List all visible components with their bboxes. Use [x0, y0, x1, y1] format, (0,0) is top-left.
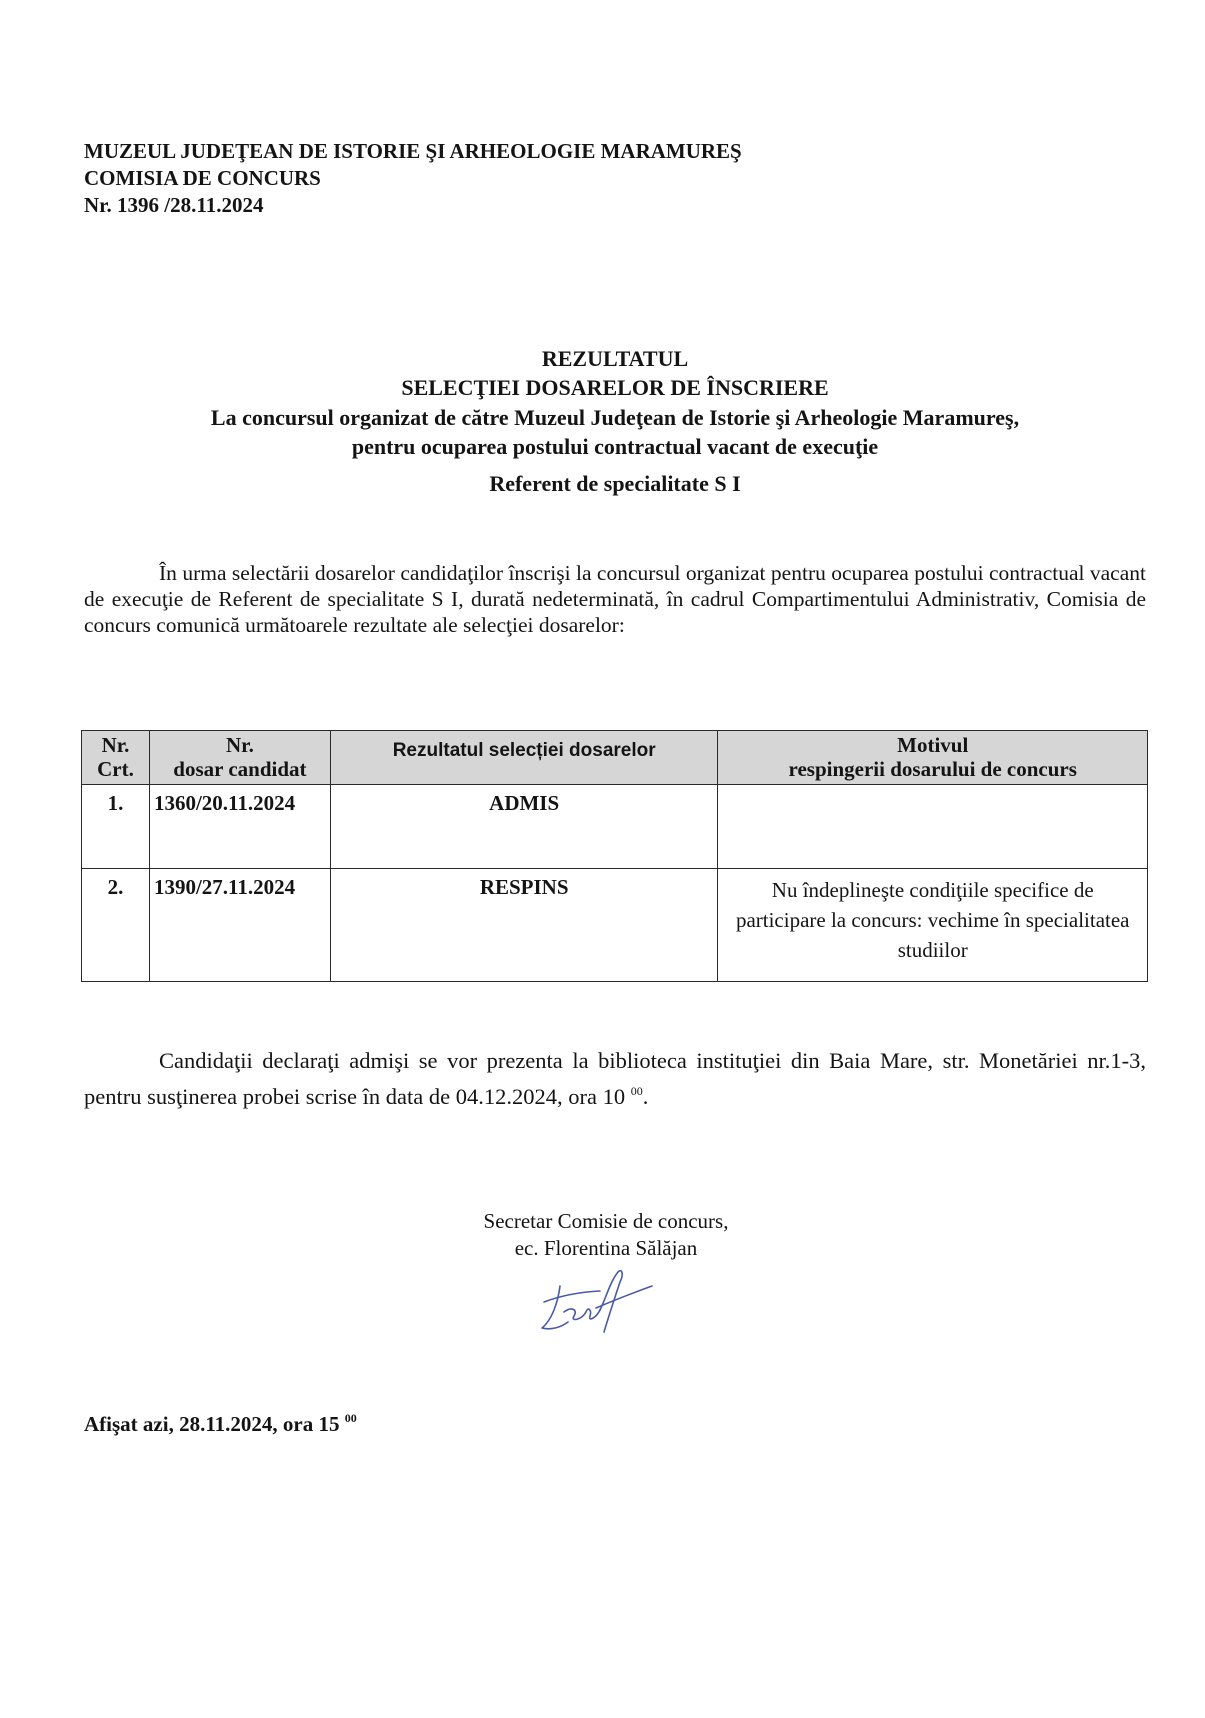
closing-time-superscript: 00 — [630, 1084, 643, 1098]
title-line-3: La concursul organizat de către Muzeul Judeţean de Istorie şi Arheologie Maramureş, — [210, 405, 1020, 430]
row-2-motiv-line-1: Nu îndeplineşte condiţiile specifice de — [771, 878, 1094, 902]
handwritten-signature — [530, 1262, 670, 1342]
commission-name: COMISIA DE CONCURS — [84, 166, 321, 190]
institution-name: MUZEUL JUDEŢEAN DE ISTORIE ŞI ARHEOLOGIE MARAMUREŞ — [84, 139, 742, 163]
closing-paragraph — [84, 1045, 1146, 1112]
document-number: Nr. 1396 /28.11.2024 — [84, 193, 264, 217]
posted-text: Afişat azi, 28.11.2024, ora 15 — [84, 1412, 340, 1436]
table-row — [82, 785, 1148, 869]
header-rezultat — [330, 731, 718, 785]
row-1-motiv — [718, 785, 1148, 869]
closing-period: . — [642, 1084, 649, 1109]
table-row — [82, 869, 1148, 982]
intro-paragraph: În urma selectării dosarelor candidaţilor înscrişi la concursul organizat pentru ocuparea postului contractual vacant de execuţie de Referent de specialitate S I, durată nedeterminată, în cadrul Compartimentului Administrativ, Comisia de concurs comunică următoarele rezultate ale selecţiei dosarelor: — [84, 561, 1146, 637]
row-2-nr: 2. — [82, 869, 150, 982]
posted-time-superscript: 00 — [344, 1411, 357, 1425]
header-motiv-line-2: respingerii dosarului de concurs — [788, 757, 1077, 781]
row-2-motiv — [718, 869, 1148, 982]
signature-name: ec. Florentina Sălăjan — [514, 1236, 698, 1260]
closing-text: Candidaţii declaraţi admişi se vor prezenta la biblioteca instituţiei din Baia Mare, str. Monetăriei nr.1-3, pentru susţinerea probei scrise în data de 04.12.2024, ora 10 — [84, 1048, 1146, 1109]
row-1-rezultat: ADMIS — [330, 785, 718, 869]
title-line-1: REZULTATUL — [541, 346, 689, 371]
header-nr-dosar — [149, 731, 330, 785]
row-1-dosar: 1360/20.11.2024 — [149, 785, 330, 869]
signature-role: Secretar Comisie de concurs, — [483, 1209, 729, 1233]
row-2-rezultat: RESPINS — [330, 869, 718, 982]
row-2-dosar: 1390/27.11.2024 — [149, 869, 330, 982]
header-nr-crt-line-1: Nr. — [101, 733, 130, 757]
row-2-motiv-line-2: participare la concurs: vechime în specialitatea — [735, 908, 1130, 932]
title-line-5: Referent de specialitate S I — [489, 471, 741, 496]
header-nr-dosar-line-2: dosar candidat — [173, 757, 307, 781]
row-1-nr: 1. — [82, 785, 150, 869]
header-nr-dosar-line-1: Nr. — [226, 733, 254, 757]
title-line-4: pentru ocuparea postului contractual vacant de execuţie — [351, 434, 879, 459]
title-line-2: SELECŢIEI DOSARELOR DE ÎNSCRIERE — [401, 375, 829, 400]
header-nr-crt — [82, 731, 150, 785]
header-motiv — [718, 731, 1148, 785]
header-nr-crt-line-2: Crt. — [97, 757, 134, 781]
table-header-row — [82, 731, 1148, 785]
header-motiv-line-1: Motivul — [897, 733, 969, 757]
posted-note — [84, 1411, 357, 1437]
results-table — [81, 730, 1148, 982]
header-rezultat-label: Rezultatul selecției dosarelor — [392, 740, 656, 761]
row-2-motiv-line-3: studiilor — [897, 938, 968, 962]
